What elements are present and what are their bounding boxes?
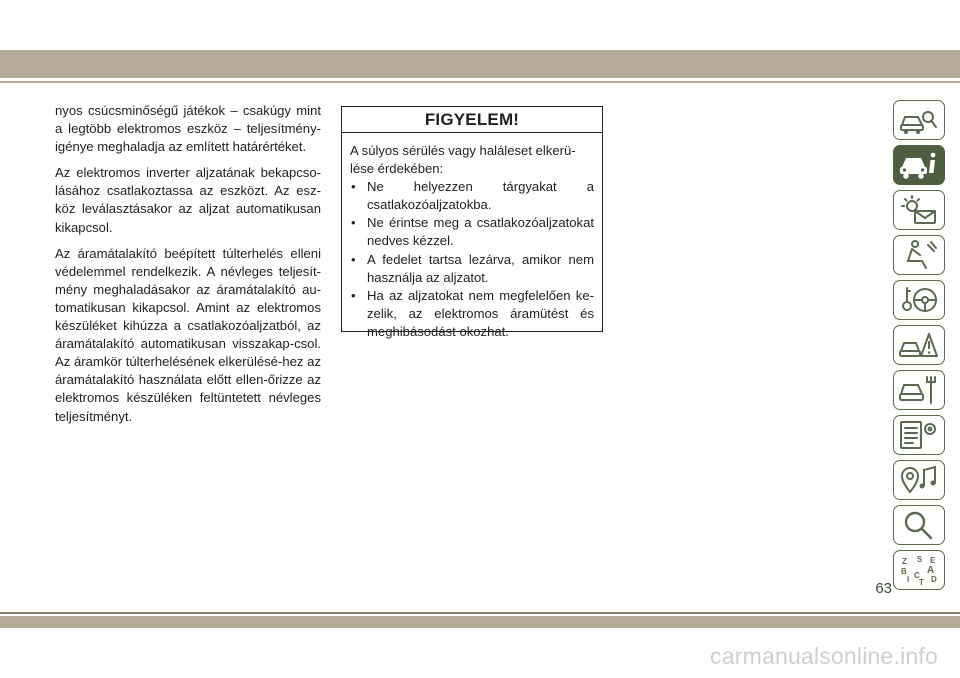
tab-emergency[interactable] xyxy=(893,325,945,365)
index-letter: S xyxy=(917,555,923,564)
index-letter: T xyxy=(919,578,924,586)
alphabet-index-icon xyxy=(898,554,940,586)
index-letter: I xyxy=(907,575,910,584)
footer-band xyxy=(0,616,960,628)
bullet: • xyxy=(351,179,356,195)
tab-starting-driving[interactable] xyxy=(893,280,945,320)
header-band xyxy=(0,50,960,78)
index-letter: A xyxy=(927,565,935,576)
bullet: • xyxy=(351,215,356,231)
paragraph-1: nyos csúcsminőségű játékok – csakúgy mint a legtöbb elektromos eszköz – teljesítmény-igénye meghaladja az említett határértéket. xyxy=(55,103,321,155)
tab-getting-to-know-vehicle[interactable] xyxy=(893,145,945,185)
warning-list xyxy=(350,178,594,341)
tab-technical-specifications[interactable] xyxy=(893,415,945,455)
header-rule xyxy=(0,81,960,83)
car-hazard-icon xyxy=(898,329,940,361)
music-location-icon xyxy=(898,464,940,496)
index-letter: B xyxy=(901,567,907,576)
warning-intro: A súlyos sérülés vagy haláleset elkerü-lése érdekében: xyxy=(350,143,576,177)
warning-light-message-icon xyxy=(898,194,940,226)
warning-item-text: A fedelet tartsa lezárva, amikor nem használja az aljzatot. xyxy=(367,251,594,285)
warning-item-text: Ne érintse meg a csatlakozóaljzatokat nedves kézzel. xyxy=(367,215,594,249)
warning-item xyxy=(350,178,594,214)
warning-item xyxy=(350,251,594,287)
warning-item-text: Ha az aljzatokat nem megfelelően ke-zelik, az elektromos áramütést és meghibásodást okozhat. xyxy=(367,287,594,339)
bullet: • xyxy=(351,287,356,303)
index-letter: D xyxy=(931,575,937,584)
index-letter: C xyxy=(914,571,920,580)
tab-index-search[interactable] xyxy=(893,505,945,545)
magnifier-icon xyxy=(898,509,940,541)
tab-safety[interactable] xyxy=(893,235,945,275)
footer-rule xyxy=(0,612,960,614)
car-search-icon xyxy=(898,104,940,136)
warning-item xyxy=(350,214,594,250)
warning-title: FIGYELEM! xyxy=(342,107,602,133)
bullet: • xyxy=(351,251,356,267)
page-number: 63 xyxy=(875,580,892,597)
tab-instrument-panel[interactable] xyxy=(893,190,945,230)
body-text-column xyxy=(55,102,321,434)
car-info-icon xyxy=(898,149,940,181)
paragraph-2: Az elektromos inverter aljzatának bekapcso-lásához csatlakoztassa az eszközt. Az esz-köz leválasztásakor az aljzat automatikusan kikapcsol. xyxy=(55,165,321,235)
chapter-tabs xyxy=(893,100,945,595)
index-letter: E xyxy=(930,556,936,565)
key-steering-wheel-icon xyxy=(898,284,940,316)
tab-getting-to-know-car[interactable] xyxy=(893,100,945,140)
index-letter: Z xyxy=(902,557,907,566)
tab-multimedia[interactable] xyxy=(893,460,945,500)
car-wrench-icon xyxy=(898,374,940,406)
warning-body xyxy=(342,133,602,341)
seat-airbag-icon xyxy=(898,239,940,271)
warning-item xyxy=(350,287,594,341)
paragraph-3: Az áramátalakító beépített túlterhelés elleni védelemmel rendelkezik. A névleges teljesít-mény meghaladásakor az áramátalakító au-tomatikusan kikapcsol. Amint az elektromos készüléket kihúzza a csatlakozóaljzatból, az áramátalakító automatikusan visszakap-csol. Az áramkör túlterhelésének elkerülésé-hez az áramátalakító használata előtt ellen-őrizze az elektromos készüléken feltüntetett névleges teljesítményt. xyxy=(55,245,321,424)
watermark: carmanualsonline.info xyxy=(710,643,938,669)
tab-alphabetical-index[interactable] xyxy=(893,550,945,590)
warning-box xyxy=(341,106,603,339)
specifications-gear-icon xyxy=(898,419,940,451)
warning-item-text: Ne helyezzen tárgyakat a csatlakozóaljzatokba. xyxy=(367,179,594,213)
tab-servicing-maintenance[interactable] xyxy=(893,370,945,410)
